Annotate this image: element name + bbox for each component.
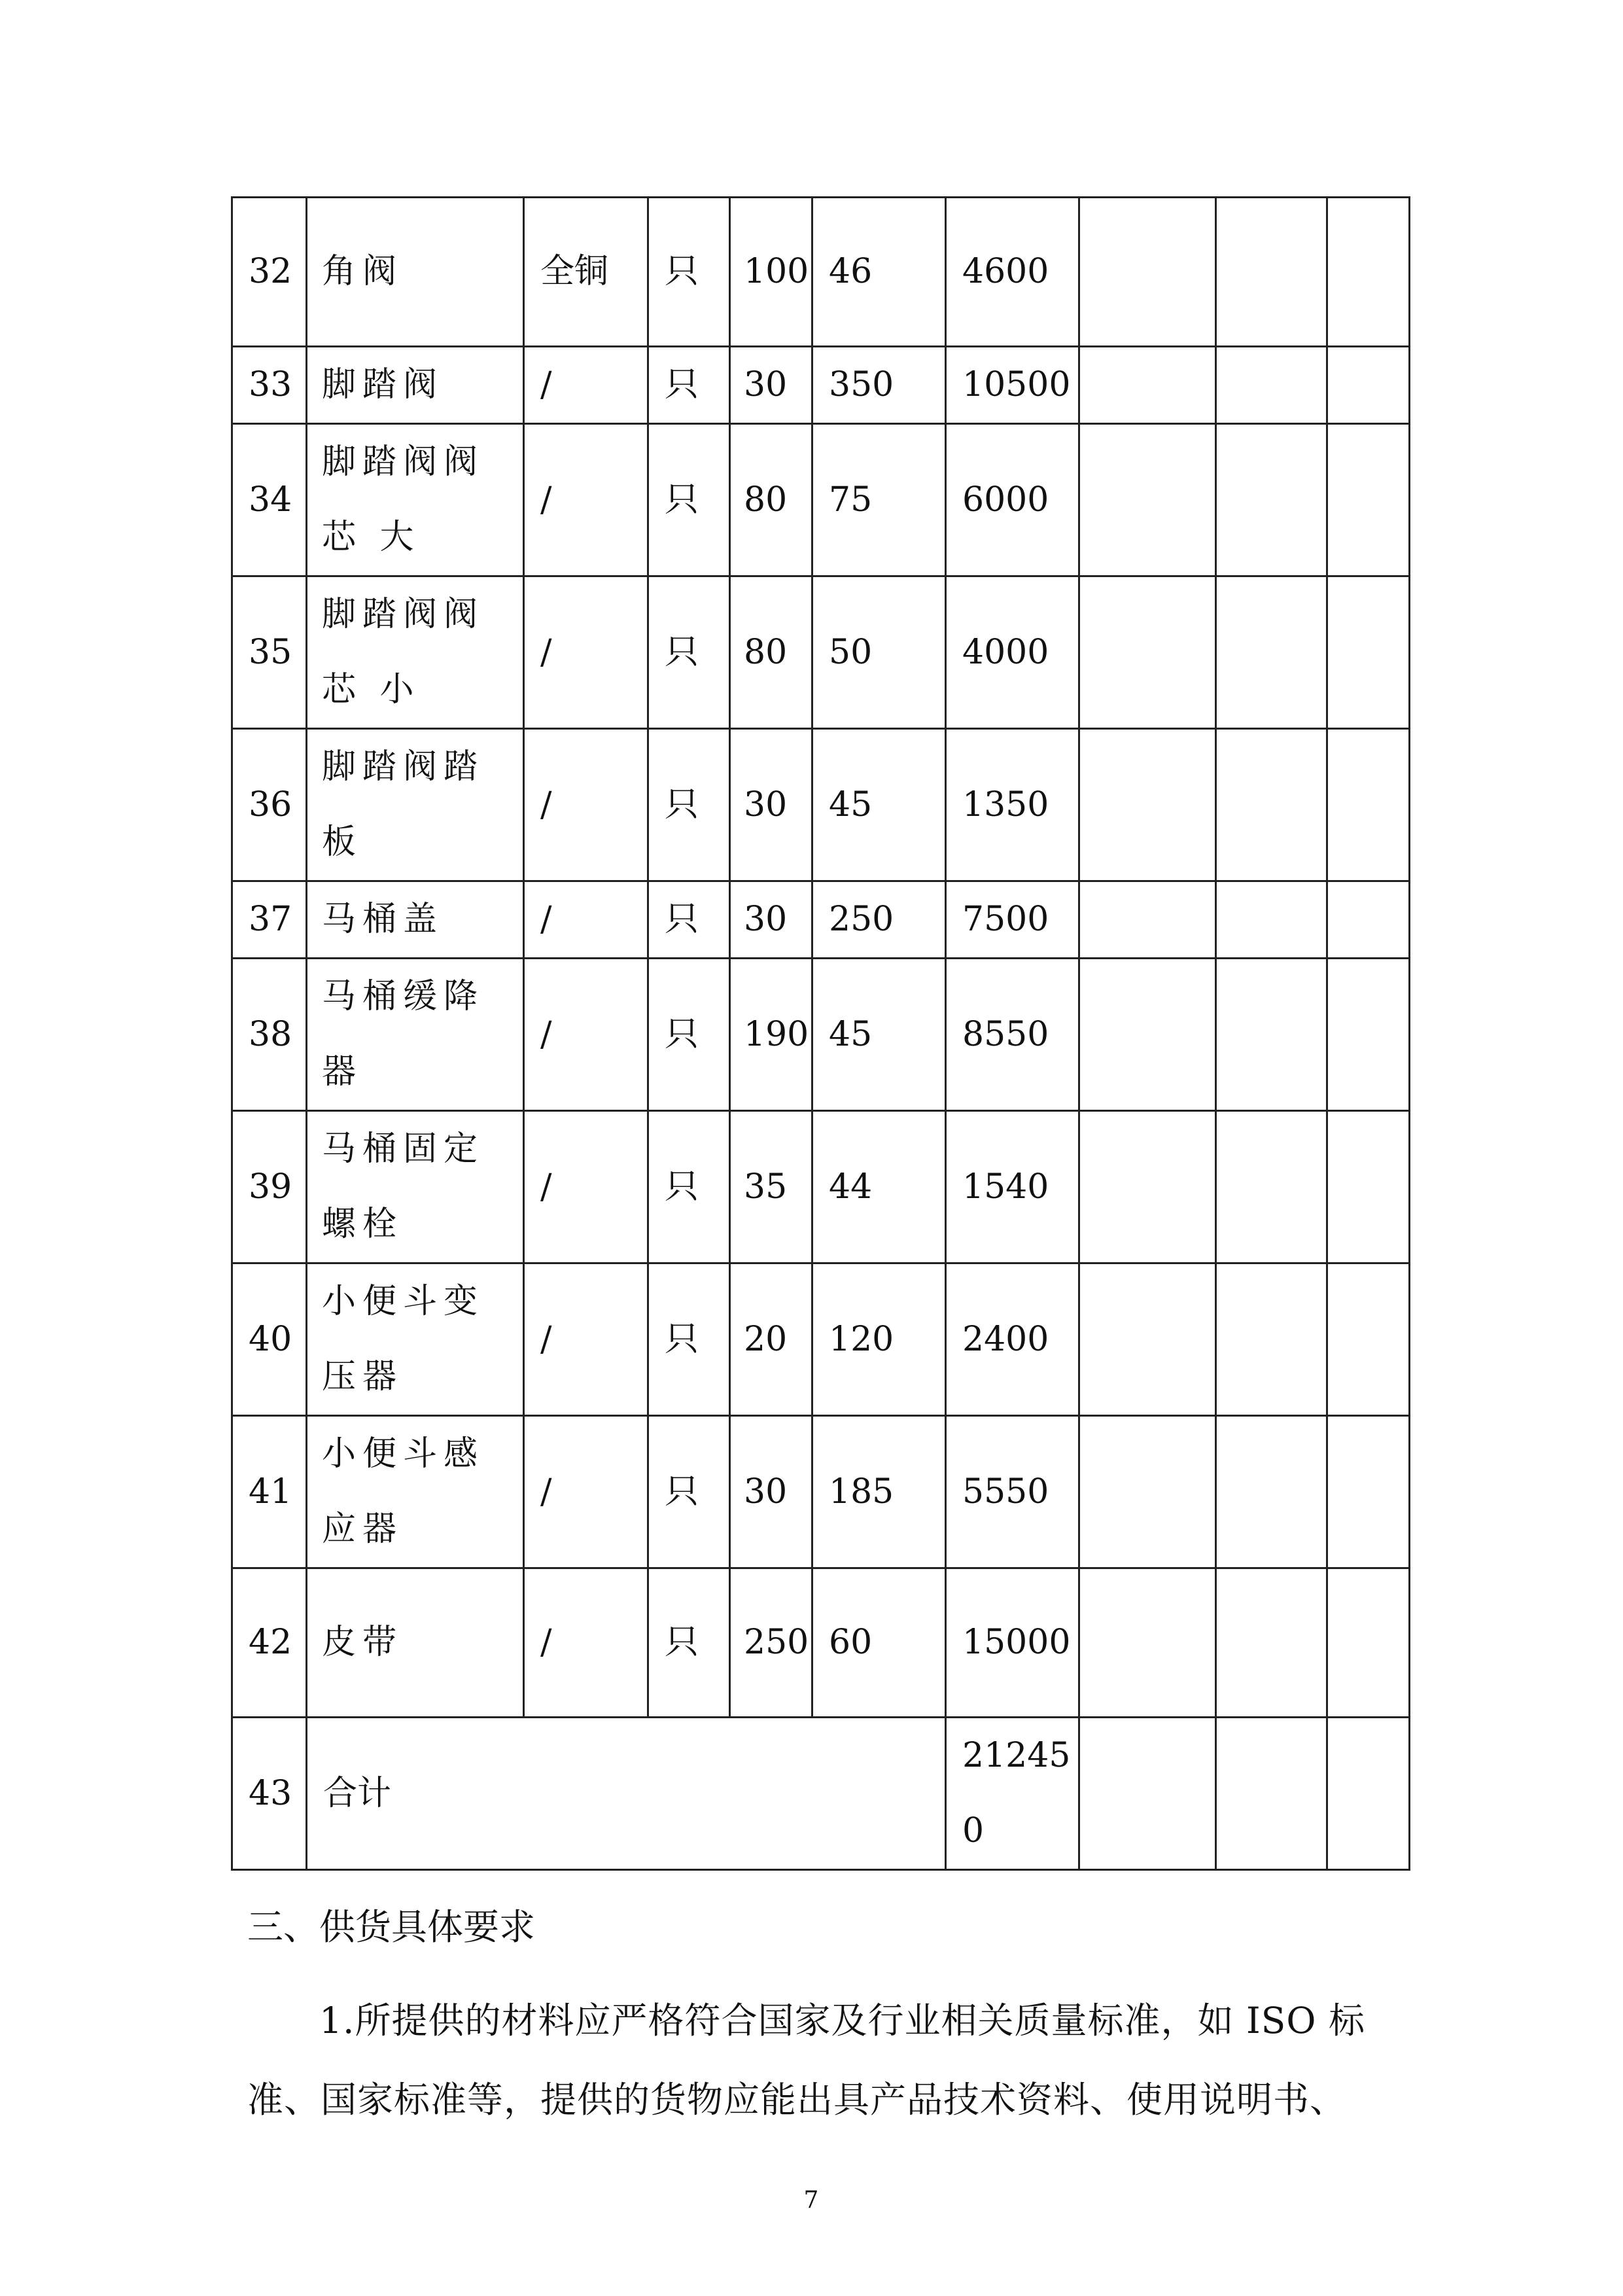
row-number: 39 bbox=[232, 1111, 307, 1263]
item-quantity: 30 bbox=[730, 729, 812, 881]
blank-cell bbox=[1327, 959, 1410, 1111]
table-row bbox=[232, 347, 1410, 424]
item-quantity: 20 bbox=[730, 1263, 812, 1416]
item-amount: 8550 bbox=[946, 959, 1079, 1111]
item-amount: 4600 bbox=[946, 198, 1079, 347]
item-spec: / bbox=[524, 1111, 648, 1263]
table-row bbox=[232, 881, 1410, 959]
blank-cell bbox=[1079, 576, 1216, 729]
item-amount: 15000 bbox=[946, 1568, 1079, 1718]
item-spec: / bbox=[524, 1263, 648, 1416]
table-row bbox=[232, 729, 1410, 881]
blank-cell bbox=[1327, 424, 1410, 576]
item-unit: 只 bbox=[648, 1568, 730, 1718]
blank-cell bbox=[1079, 424, 1216, 576]
total-amount: 212450 bbox=[946, 1718, 1079, 1870]
materials-table bbox=[231, 196, 1410, 1871]
item-spec: 全铜 bbox=[524, 198, 648, 347]
item-amount: 10500 bbox=[946, 347, 1079, 424]
item-quantity: 35 bbox=[730, 1111, 812, 1263]
blank-cell bbox=[1079, 1718, 1216, 1870]
item-unit: 只 bbox=[648, 347, 730, 424]
item-name: 小便斗感应器 bbox=[307, 1416, 524, 1568]
table-row bbox=[232, 959, 1410, 1111]
row-number: 35 bbox=[232, 576, 307, 729]
table-row bbox=[232, 1263, 1410, 1416]
blank-cell bbox=[1327, 198, 1410, 347]
item-spec: / bbox=[524, 424, 648, 576]
item-amount: 6000 bbox=[946, 424, 1079, 576]
item-name: 小便斗变压器 bbox=[307, 1263, 524, 1416]
table-row bbox=[232, 198, 1410, 347]
total-row-number: 43 bbox=[232, 1718, 307, 1870]
blank-cell bbox=[1327, 1718, 1410, 1870]
item-amount: 5550 bbox=[946, 1416, 1079, 1568]
blank-cell bbox=[1079, 729, 1216, 881]
item-quantity: 30 bbox=[730, 347, 812, 424]
blank-cell bbox=[1216, 1568, 1327, 1718]
blank-cell bbox=[1216, 347, 1327, 424]
page-number: 7 bbox=[803, 2187, 819, 2214]
blank-cell bbox=[1327, 576, 1410, 729]
item-name: 脚踏阀阀芯 小 bbox=[307, 576, 524, 729]
total-row bbox=[232, 1718, 1410, 1870]
blank-cell bbox=[1079, 198, 1216, 347]
table-row bbox=[232, 576, 1410, 729]
item-spec: / bbox=[524, 881, 648, 959]
item-name: 马桶缓降器 bbox=[307, 959, 524, 1111]
item-amount: 1540 bbox=[946, 1111, 1079, 1263]
item-name: 马桶固定螺栓 bbox=[307, 1111, 524, 1263]
row-number: 32 bbox=[232, 198, 307, 347]
row-number: 42 bbox=[232, 1568, 307, 1718]
item-unit-price: 250 bbox=[812, 881, 946, 959]
item-spec: / bbox=[524, 729, 648, 881]
section-heading: 三、供货具体要求 bbox=[247, 1906, 536, 1948]
item-unit-price: 46 bbox=[812, 198, 946, 347]
blank-cell bbox=[1327, 347, 1410, 424]
table-row bbox=[232, 1568, 1410, 1718]
blank-cell bbox=[1216, 959, 1327, 1111]
row-number: 33 bbox=[232, 347, 307, 424]
blank-cell bbox=[1079, 1416, 1216, 1568]
item-unit: 只 bbox=[648, 424, 730, 576]
item-quantity: 80 bbox=[730, 576, 812, 729]
blank-cell bbox=[1216, 576, 1327, 729]
item-unit-price: 60 bbox=[812, 1568, 946, 1718]
item-name: 脚踏阀踏板 bbox=[307, 729, 524, 881]
item-unit-price: 45 bbox=[812, 959, 946, 1111]
item-unit: 只 bbox=[648, 881, 730, 959]
item-quantity: 250 bbox=[730, 1568, 812, 1718]
row-number: 34 bbox=[232, 424, 307, 576]
table-body bbox=[232, 198, 1410, 1870]
item-unit: 只 bbox=[648, 576, 730, 729]
item-quantity: 30 bbox=[730, 1416, 812, 1568]
item-unit-price: 44 bbox=[812, 1111, 946, 1263]
blank-cell bbox=[1327, 1416, 1410, 1568]
item-unit-price: 50 bbox=[812, 576, 946, 729]
requirements-paragraph: 1.所提供的材料应严格符合国家及行业相关质量标准，如 ISO 标准、国家标准等，提供的货物应能出具产品技术资料、使用说明书、 bbox=[247, 2000, 1365, 2121]
blank-cell bbox=[1216, 198, 1327, 347]
blank-cell bbox=[1216, 1263, 1327, 1416]
item-unit-price: 75 bbox=[812, 424, 946, 576]
item-quantity: 30 bbox=[730, 881, 812, 959]
item-unit: 只 bbox=[648, 198, 730, 347]
blank-cell bbox=[1327, 1111, 1410, 1263]
item-name: 马桶盖 bbox=[307, 881, 524, 959]
item-unit: 只 bbox=[648, 1263, 730, 1416]
item-unit-price: 350 bbox=[812, 347, 946, 424]
blank-cell bbox=[1327, 881, 1410, 959]
row-number: 36 bbox=[232, 729, 307, 881]
blank-cell bbox=[1079, 1111, 1216, 1263]
row-number: 40 bbox=[232, 1263, 307, 1416]
blank-cell bbox=[1216, 1111, 1327, 1263]
item-spec: / bbox=[524, 1568, 648, 1718]
total-label: 合计 bbox=[307, 1718, 946, 1870]
table-row bbox=[232, 1111, 1410, 1263]
item-spec: / bbox=[524, 576, 648, 729]
item-amount: 1350 bbox=[946, 729, 1079, 881]
item-unit: 只 bbox=[648, 729, 730, 881]
item-name: 角阀 bbox=[307, 198, 524, 347]
item-spec: / bbox=[524, 1416, 648, 1568]
item-spec: / bbox=[524, 347, 648, 424]
item-quantity: 100 bbox=[730, 198, 812, 347]
table-row bbox=[232, 1416, 1410, 1568]
item-unit: 只 bbox=[648, 959, 730, 1111]
blank-cell bbox=[1327, 729, 1410, 881]
item-spec: / bbox=[524, 959, 648, 1111]
blank-cell bbox=[1079, 1568, 1216, 1718]
item-quantity: 80 bbox=[730, 424, 812, 576]
table-row bbox=[232, 424, 1410, 576]
item-unit-price: 45 bbox=[812, 729, 946, 881]
item-unit: 只 bbox=[648, 1416, 730, 1568]
blank-cell bbox=[1216, 424, 1327, 576]
item-name: 皮带 bbox=[307, 1568, 524, 1718]
item-unit-price: 185 bbox=[812, 1416, 946, 1568]
blank-cell bbox=[1079, 347, 1216, 424]
row-number: 38 bbox=[232, 959, 307, 1111]
blank-cell bbox=[1079, 1263, 1216, 1416]
blank-cell bbox=[1327, 1263, 1410, 1416]
item-amount: 7500 bbox=[946, 881, 1079, 959]
blank-cell bbox=[1216, 729, 1327, 881]
item-name: 脚踏阀阀芯 大 bbox=[307, 424, 524, 576]
item-unit: 只 bbox=[648, 1111, 730, 1263]
blank-cell bbox=[1079, 881, 1216, 959]
item-name: 脚踏阀 bbox=[307, 347, 524, 424]
item-quantity: 190 bbox=[730, 959, 812, 1111]
item-amount: 2400 bbox=[946, 1263, 1079, 1416]
blank-cell bbox=[1216, 1416, 1327, 1568]
row-number: 41 bbox=[232, 1416, 307, 1568]
blank-cell bbox=[1327, 1568, 1410, 1718]
blank-cell bbox=[1216, 881, 1327, 959]
blank-cell bbox=[1079, 959, 1216, 1111]
row-number: 37 bbox=[232, 881, 307, 959]
blank-cell bbox=[1216, 1718, 1327, 1870]
item-unit-price: 120 bbox=[812, 1263, 946, 1416]
item-amount: 4000 bbox=[946, 576, 1079, 729]
